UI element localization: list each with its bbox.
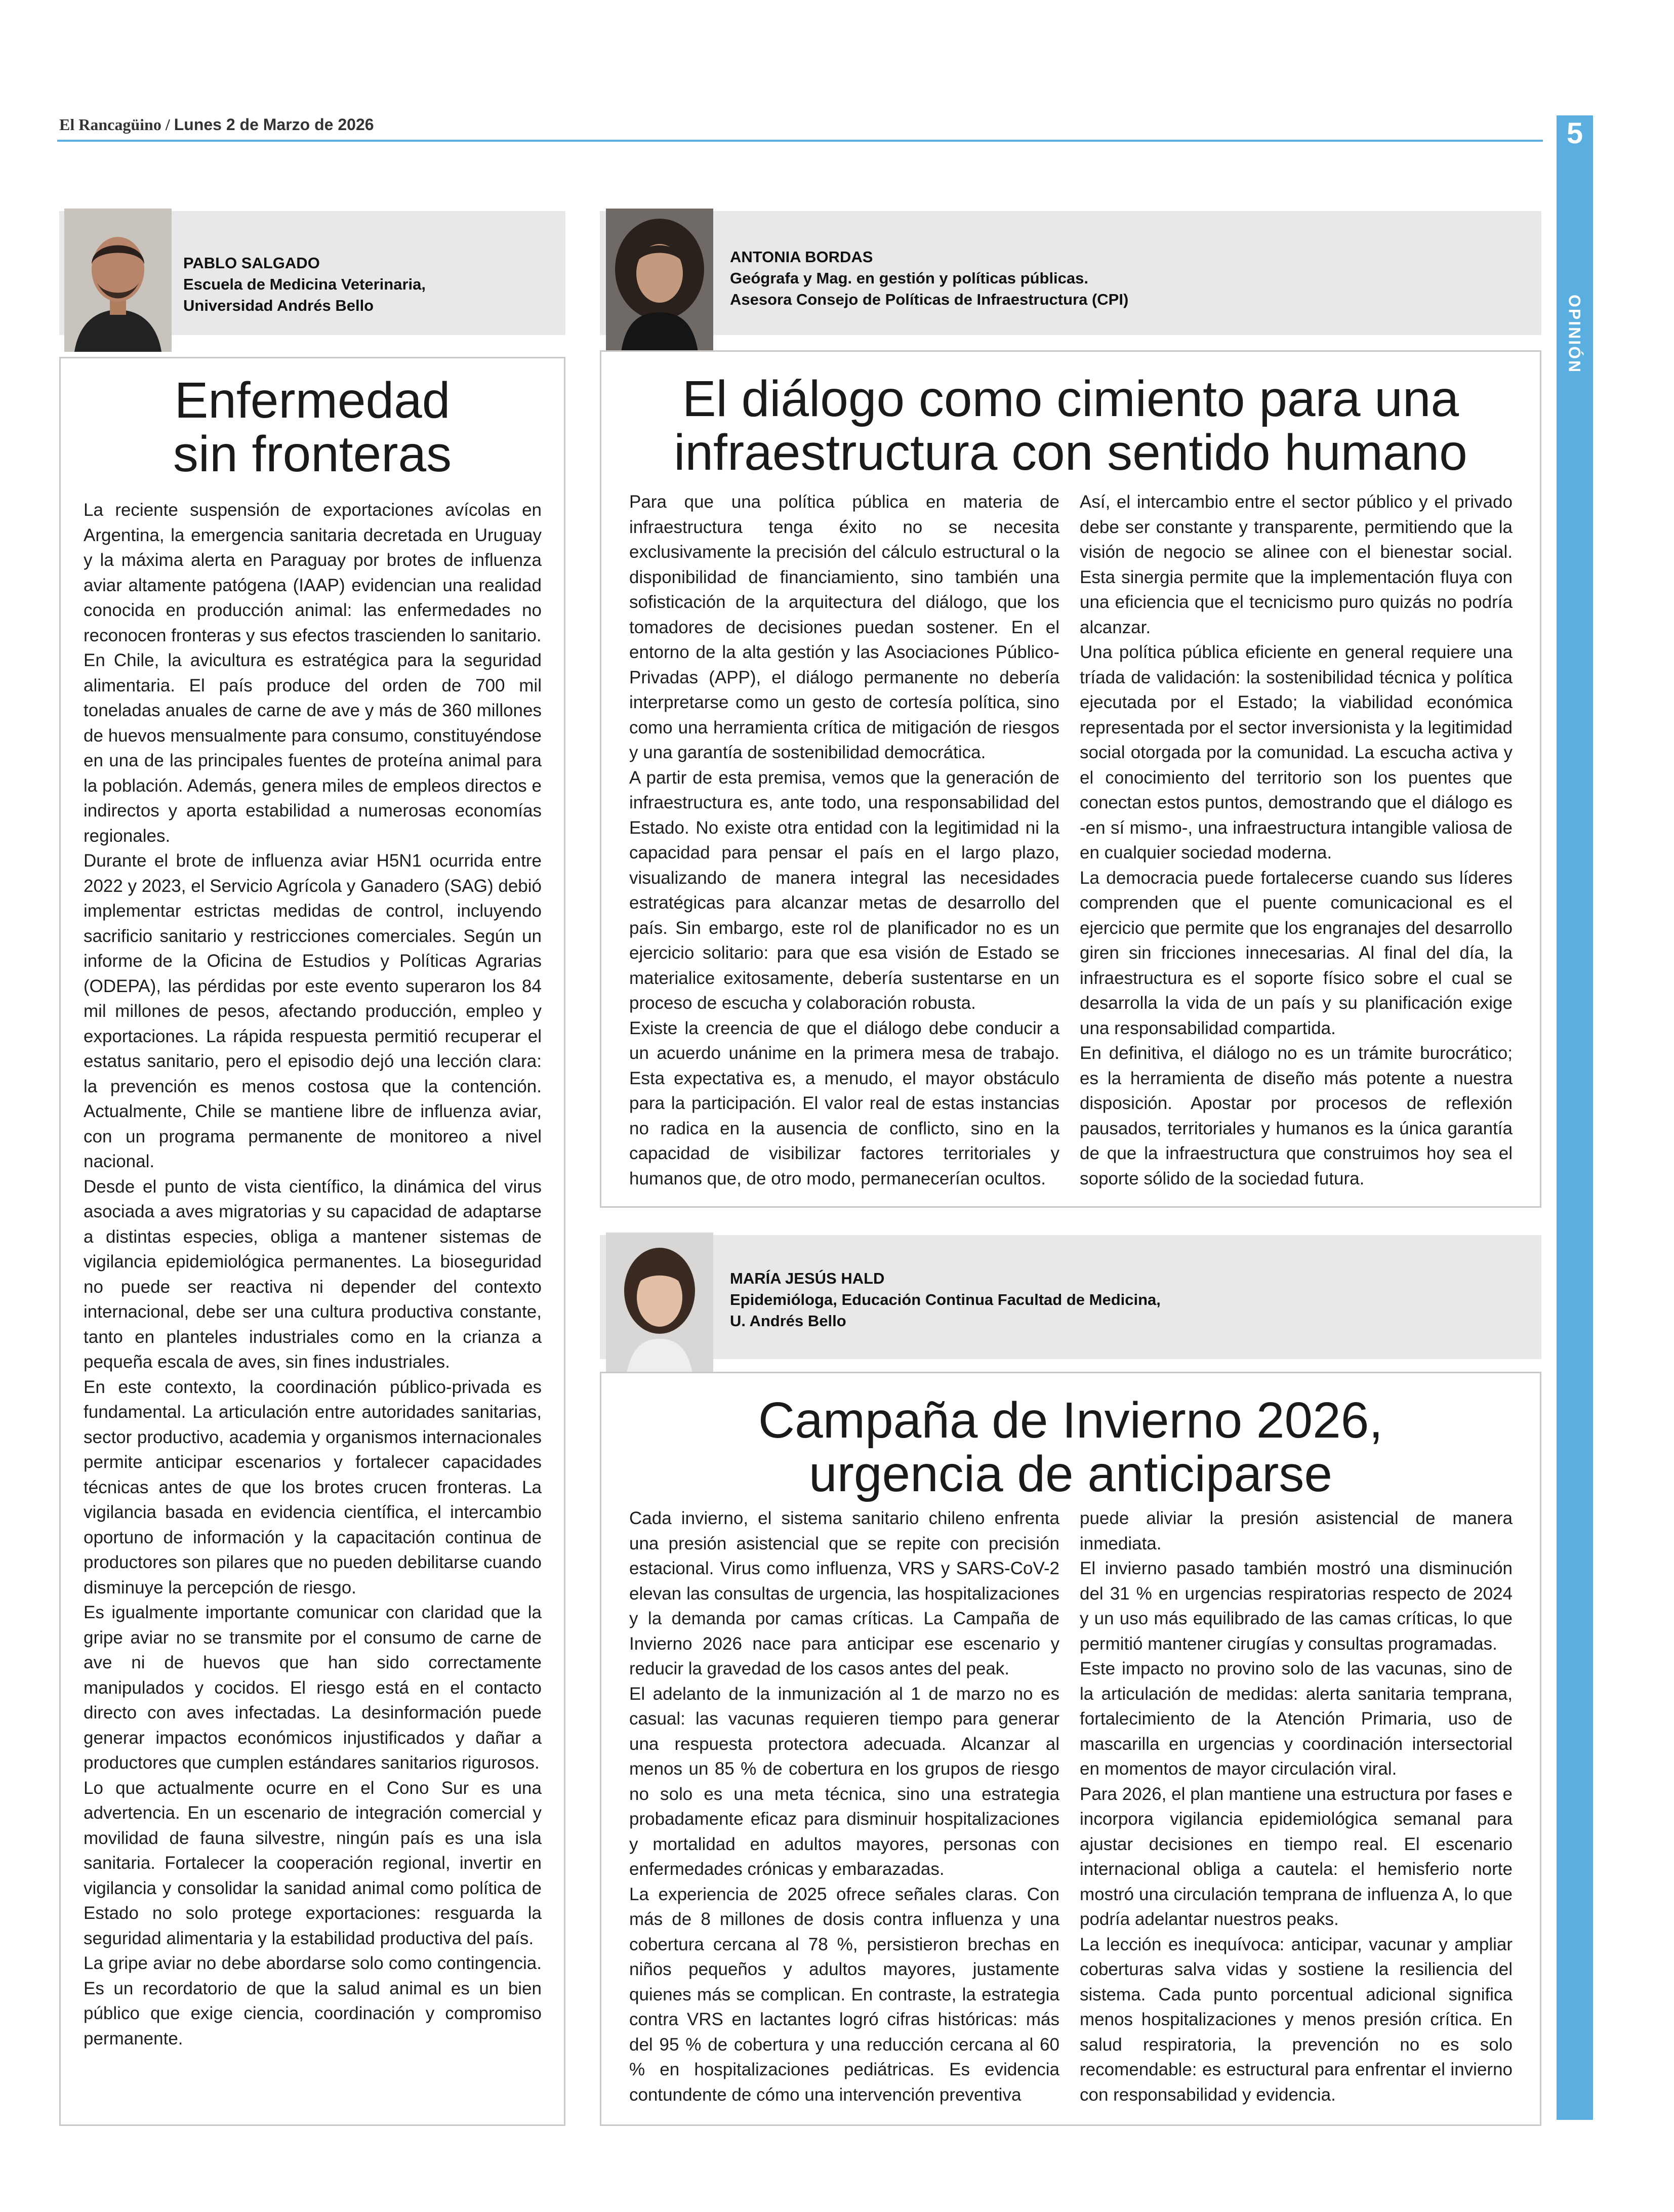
- paragraph: La reciente suspensión de exportaciones avícolas en Argentina, la emergencia sanitaria decretada en Uruguay y la máxima alerta en Paraguay por brotes de influenza aviar altamente patógena (IAAP) evidencian una realidad conocida en producción animal: las enfermedades no reconocen fronteras y sus efectos trascienden lo sanitario.: [84, 500, 542, 645]
- paragraph: En este contexto, la coordinación público-privada es fundamental. La articulación entre autoridades sanitarias, sector productivo, academia y organismos internacionales permite anticipar escenarios y fortalecer capacidades técnicas antes de que los brotes crucen fronteras. La vigilancia basada en evidencia científica, el intercambio oportuno de información y la capacitación continua de productores son pilares que no pueden debilitarse cuando disminuye la percepción de riesgo.: [84, 1377, 542, 1597]
- paragraph: Desde el punto de vista científico, la dinámica del virus asociada a aves migratorias y su capacidad de adaptarse a distintas especies, obliga a mantener sistemas de vigilancia epidemiológica permanentes. La bioseguridad no puede ser reactiva ni depender del contexto internacional, debe ser una cultura productiva constante, tanto en planteles industriales como en la crianza a pequeña escala de aves, sin fines industriales.: [84, 1176, 542, 1372]
- author-photo-antonia-bordas: [606, 209, 713, 352]
- author-photo-maria-jesus-hald: [606, 1233, 713, 1376]
- page-number: 5: [1566, 117, 1583, 150]
- paragraph: Para 2026, el plan mantiene una estructura por fases e incorpora vigilancia epidemiológica semanal para ajustar decisiones en tiempo real. El escenario internacional obliga a cautela: el hemisferio norte mostró una circulación temprana de influenza A, lo que podría adelantar nuestros peaks.: [1080, 1784, 1513, 1929]
- author-photo-pablo-salgado: [64, 209, 172, 352]
- paragraph: El invierno pasado también mostró una disminución del 31 % en urgencias respiratorias respecto de 2024 y un uso más equilibrado de las camas críticas, lo que permitió mantener cirugías y consultas programadas.: [1080, 1559, 1513, 1654]
- paragraph: Lo que actualmente ocurre en el Cono Sur es una advertencia. En un escenario de integración comercial y movilidad de fauna silvestre, ningún país es una isla sanitaria. Fortalecer la cooperación regional, invertir en vigilancia y consolidar la sanidad animal como política de Estado no solo protege exportaciones: resguarda la seguridad alimentaria y la estabilidad productiva del país.: [84, 1778, 542, 1948]
- author-affiliation-2: Asesora Consejo de Políticas de Infraestructura (CPI): [730, 291, 1129, 308]
- author-info-top-right: [730, 247, 1128, 310]
- issue-date: Lunes 2 de Marzo de 2026: [174, 115, 374, 134]
- author-info-bottom-right: [730, 1268, 1161, 1332]
- title-line: Enfermedad: [174, 372, 451, 429]
- newspaper-name: El Rancagüino /: [59, 115, 170, 134]
- article-title: [61, 374, 564, 481]
- paragraph: Este impacto no provino solo de las vacunas, sino de la articulación de medidas: alerta sanitaria temprana, fortalecimiento de la Atención Primaria, uso de mascarilla en urgencias y coordinación intersectorial en momentos de mayor circulación viral.: [1080, 1659, 1513, 1779]
- article-title: [601, 372, 1540, 479]
- page-header: [59, 115, 374, 134]
- paragraph: En definitiva, el diálogo no es un trámite burocrático; es la herramienta de diseño más potente a nuestra disposición. Apostar por procesos de reflexión pausados, territoriales y humanos es la única garantía de que la infraestructura que construimos hoy sea el soporte sólido de la sociedad futura.: [1080, 1043, 1513, 1189]
- title-line: Campaña de Invierno 2026,: [758, 1392, 1383, 1449]
- paragraph: Durante el brote de influenza aviar H5N1 ocurrida entre 2022 y 2023, el Servicio Agrícola y Ganadero (SAG) debió implementar estrictas medidas de control, incluyendo sacrificio sanitario y restricciones comerciales. Según un informe de la Oficina de Estudios y Políticas Agrarias (ODEPA), las pérdidas por este evento superaron los 84 mil millones de pesos, afectando producción, empleo y exportaciones. La rápida respuesta permitió recuperar el estatus sanitario, pero el episodio dejó una lección clara: la prevención es menos costosa que la contención. Actualmente, Chile se mantiene libre de influenza aviar, con un programa permanente de monitoreo a nivel nacional.: [84, 851, 542, 1171]
- paragraph: Una política pública eficiente en general requiere una tríada de validación: la sostenibilidad técnica y política ejecutada por el Estado; la viabilidad económica representada por el sector inversionista y la legitimidad social otorgada por la comunidad. La escucha activa y el conocimiento del territorio son los puentes que conectan estos puntos, demostrando que el diálogo es -en sí mismo-, una infraestructura intangible valiosa de en cualquier sociedad moderna.: [1080, 642, 1513, 863]
- paragraph: La gripe aviar no debe abordarse solo como contingencia. Es un recordatorio de que la salud animal es un bien público que exige ciencia, coordinación y compromiso permanente.: [84, 1953, 542, 2049]
- header-rule: [57, 140, 1543, 142]
- author-affiliation-1: Epidemióloga, Educación Continua Facultad de Medicina,: [730, 1291, 1161, 1308]
- title-line: infraestructura con sentido humano: [674, 424, 1467, 481]
- paragraph: Cada invierno, el sistema sanitario chileno enfrenta una presión asistencial que se repite con precisión estacional. Virus como influenza, VRS y SARS-CoV-2 elevan las consultas de urgencia, las hospitalizaciones y la demanda por camas críticas. La Campaña de Invierno 2026 nace para anticipar ese escenario y reducir la gravedad de los casos antes del peak.: [629, 1508, 1059, 1678]
- article-title: [601, 1394, 1540, 1501]
- author-affiliation-2: U. Andrés Bello: [730, 1312, 846, 1330]
- author-affiliation-1: Escuela de Medicina Veterinaria,: [183, 275, 426, 293]
- title-line: urgencia de anticiparse: [809, 1446, 1332, 1502]
- article-body-col-1: [629, 489, 1059, 1191]
- title-line: sin fronteras: [173, 426, 452, 482]
- section-sidebar: [1557, 115, 1593, 2120]
- title-line: El diálogo como cimiento para una: [682, 371, 1459, 427]
- paragraph: Para que una política pública en materia de infraestructura tenga éxito no se necesita exclusivamente la precisión del cálculo estructural o la disponibilidad de financiamiento, sino también una sofisticación de la arquitectura del diálogo, que los tomadores de decisiones puedan sostener. En el entorno de la alta gestión y las Asociaciones Público-Privadas (APP), el diálogo permanente no debería interpretarse como un gesto de cortesía política, sino como una herramienta crítica de mitigación de riesgos y una garantía de sostenibilidad democrática.: [629, 492, 1059, 762]
- paragraph: Existe la creencia de que el diálogo debe conducir a un acuerdo unánime en la primera mesa de trabajo. Esta expectativa es, a menudo, el mayor obstáculo para la participación. El valor real de estas instancias no radica en la ausencia de conflicto, sino en la capacidad de visibilizar factores territoriales y humanos que, de otro modo, permanecerían ocultos.: [629, 1018, 1059, 1189]
- author-band-left: [59, 211, 565, 335]
- section-label: OPINIÓN: [1565, 294, 1584, 374]
- article-body-col-1: [629, 1506, 1059, 2107]
- paragraph: puede aliviar la presión asistencial de manera inmediata.: [1080, 1508, 1513, 1553]
- paragraph: La experiencia de 2025 ofrece señales claras. Con más de 8 millones de dosis contra influenza y una cobertura cercana al 78 %, persistieron brechas en niños pequeños y adultos mayores, justamente quienes más se complican. En contraste, la estrategia contra VRS en lactantes logró cifras históricas: más del 95 % de cobertura y una reducción cercana al 60 % en hospitalizaciones pediátricas. Es evidencia contundente de cómo una intervención preventiva: [629, 1884, 1059, 2105]
- author-band-top-right: [600, 211, 1541, 335]
- paragraph: Así, el intercambio entre el sector público y el privado debe ser constante y transparente, permitiendo que la visión de negocio se alinee con el bienestar social. Esta sinergia permite que la implementación fluya con una eficiencia que el tecnicismo puro quizás no podría alcanzar.: [1080, 492, 1513, 637]
- author-info-left: [183, 253, 426, 316]
- author-band-bottom-right: [600, 1235, 1541, 1359]
- article-body-col-2: [1080, 1506, 1513, 2107]
- paragraph: Es igualmente importante comunicar con claridad que la gripe aviar no se transmite por el consumo de carne de ave ni de huevos que han sido correctamente manipulados y cocidos. El riesgo está en el contacto directo con aves infectadas. La desinformación puede generar impactos económicos injustificados y dañar a productores que cumplen estándares sanitarios rigurosos.: [84, 1603, 542, 1773]
- author-name: PABLO SALGADO: [183, 254, 320, 272]
- article-box-bottom-right: [600, 1372, 1541, 2126]
- author-affiliation-2: Universidad Andrés Bello: [183, 297, 374, 314]
- paragraph: El adelanto de la inmunización al 1 de marzo no es casual: las vacunas requieren tiempo para generar una respuesta protectora adecuada. Alcanzar al menos un 85 % de cobertura en los grupos de riesgo no solo es una meta técnica, sino una estrategia probadamente eficaz para disminuir hospitalizaciones y mortalidad en adultos mayores, personas con enfermedades crónicas y embarazadas.: [629, 1684, 1059, 1879]
- article-body: [84, 498, 542, 2051]
- author-affiliation-1: Geógrafa y Mag. en gestión y políticas públicas.: [730, 269, 1089, 287]
- author-name: MARÍA JESÚS HALD: [730, 1269, 885, 1287]
- article-box-top-right: [600, 350, 1541, 1208]
- paragraph: A partir de esta premisa, vemos que la generación de infraestructura es, ante todo, una responsabilidad del Estado. No existe otra entidad con la legitimidad ni la capacidad para pensar el país en el largo plazo, visualizando de manera integral las necesidades estratégicas para alcanzar metas de desarrollo del país. Sin embargo, este rol de planificador no es un ejercicio solitario: para que esa visión de Estado se materialice exitosamente, debería sustentarse en un proceso de escucha y colaboración robusta.: [629, 767, 1059, 1013]
- article-body-col-2: [1080, 489, 1513, 1191]
- paragraph: La lección es inequívoca: anticipar, vacunar y ampliar coberturas salva vidas y sostiene la resiliencia del sistema. Cada punto porcentual adicional significa menos hospitalizaciones y menos presión crítica. En salud respiratoria, la prevención no es solo recomendable: es estructural para enfrentar el invierno con responsabilidad y evidencia.: [1080, 1934, 1513, 2105]
- author-name: ANTONIA BORDAS: [730, 248, 873, 266]
- article-box-left: [59, 357, 565, 2126]
- paragraph: La democracia puede fortalecerse cuando sus líderes comprenden que el puente comunicacional es el ejercicio que permite que los engranajes del desarrollo giren sin fricciones innecesarias. Al final del día, la infraestructura es el soporte físico sobre el cual se desarrolla la vida de un país y su planificación exige una responsabilidad compartida.: [1080, 868, 1513, 1038]
- paragraph: En Chile, la avicultura es estratégica para la seguridad alimentaria. El país produce del orden de 700 mil toneladas anuales de carne de ave y más de 360 millones de huevos mensualmente para consumo, constituyéndose en una de las principales fuentes de proteína animal para la población. Además, genera miles de empleos directos e indirectos y aporta estabilidad a numerosas economías regionales.: [84, 650, 542, 846]
